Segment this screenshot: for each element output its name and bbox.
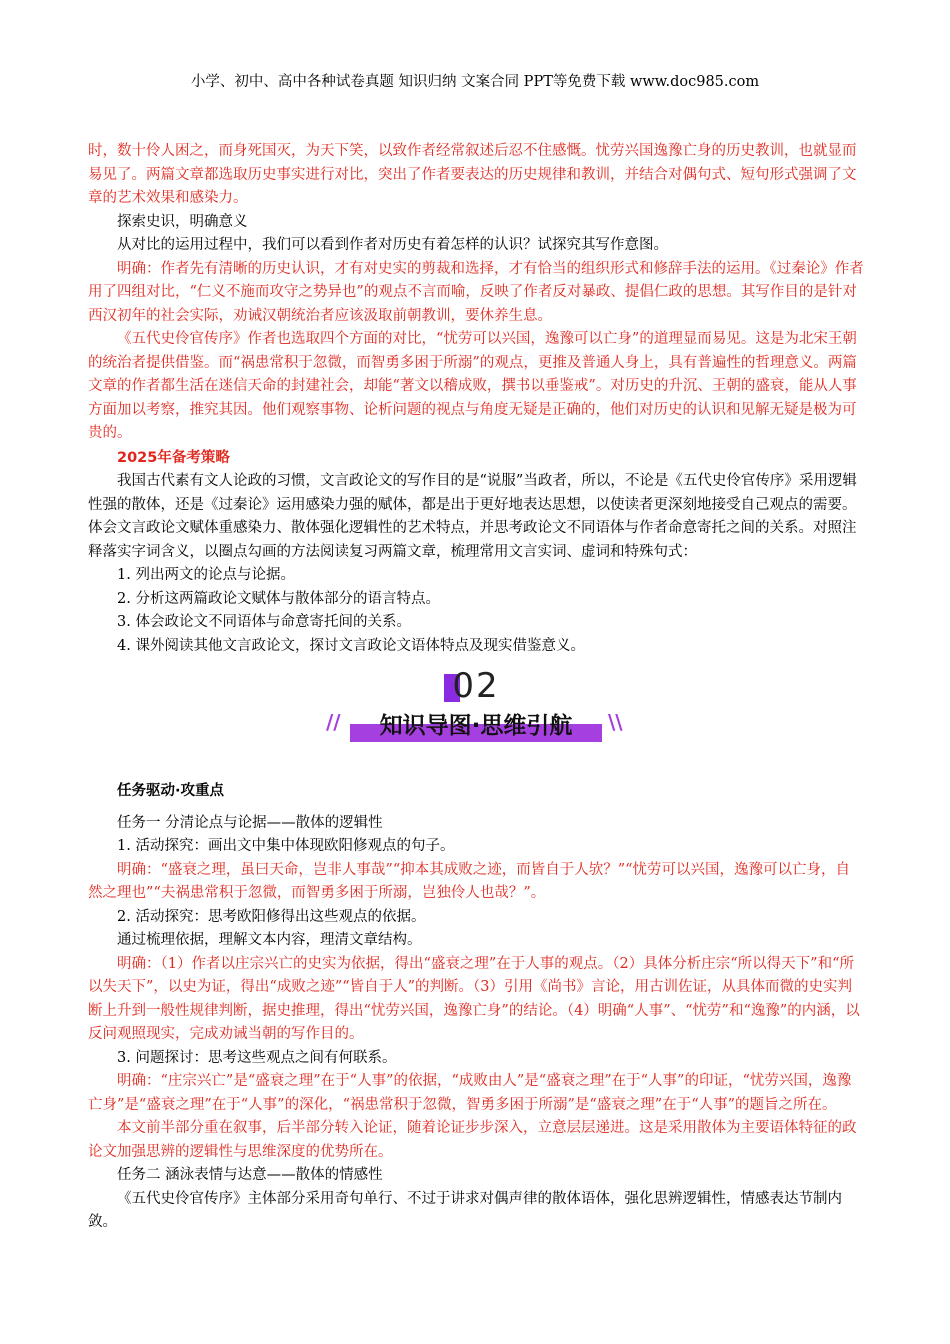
strategy-title: 2025年备考策略 (117, 449, 230, 466)
answer-paragraph-2: 《五代史伶官传序》作者也选取四个方面的对比，“忧劳可以兴国，逸豫可以亡身”的道理显而易见。这是为北宋王朝的统治者提供借鉴。而“祸患常积于忽微，而智勇多困于所溺”的观点，更推及普通人身上，具有普遍性的哲理意义。两篇文章的作者都生活在迷信天命的封建社会，却能“著文以稽成败，撰书以垂鉴戒”。对历史的升沉、王朝的盛衰，能从人事方面加以考察，推究其因。他们观察事物、论析问题的视点与角度无疑是正确的，他们对历史的认识和见解无疑是极为可贵的。 (88, 331, 857, 441)
banner-right-mark: \\ (608, 710, 623, 734)
banner-left-mark: // (326, 710, 341, 734)
task1-question-3: 3. 问题探讨：思考这些观点之间有何联系。 (117, 1049, 397, 1066)
strategy-item-2: 2. 分析这两篇政论文赋体与散体部分的语言特点。 (117, 590, 440, 607)
task2-paragraph-1: 《五代史伶官传序》主体部分采用奇句单行、不过于讲求对偶声律的散体语体，强化思辨逻辑性，情感表达节制内敛。 (88, 1190, 842, 1230)
task1-title: 任务一 分清论点与论据——散体的逻辑性 (117, 814, 383, 831)
section-banner (88, 666, 864, 770)
task1-question-1: 1. 活动探究：画出文中集中体现欧阳修观点的句子。 (117, 838, 455, 854)
document-body (88, 140, 864, 1235)
question-text: 从对比的运用过程中，我们可以看到作者对历史有着怎样的认识？试探究其写作意图。 (117, 237, 668, 253)
strategy-item-1: 1. 列出两文的论点与论据。 (117, 567, 295, 583)
task1-answer-1: 明确：“盛衰之理，虽曰天命，岂非人事哉”“抑本其成败之迹，而皆自于人欤？”“忧劳可以兴国，逸豫可以亡身，自然之理也”“夫祸患常积于忽微，而智勇多困于所溺，岂独伶人也哉？”。 (88, 861, 851, 901)
task1-answer-4: 本文前半部分重在叙事，后半部分转入论证，随着论证步步深入，立意层层递进。这是采用散体为主要语体特征的政论文加强思辨的逻辑性与思维深度的优势所在。 (88, 1120, 857, 1160)
section-heading-explore: 探索史识，明确意义 (117, 213, 248, 230)
banner-title: 知识导图·思维引航 (379, 713, 573, 739)
banner-title-box (350, 710, 602, 742)
strategy-item-3: 3. 体会政论文不同语体与命意寄托间的关系。 (117, 614, 411, 630)
strategy-item-4: 4. 课外阅读其他文言政论文，探讨文言政论文语体特点及现实借鉴意义。 (117, 637, 585, 654)
tasks-heading: 任务驱动·攻重点 (117, 783, 225, 799)
page-header: 小学、初中、高中各种试卷真题 知识归纳 文案合同 PPT等免费下载 www.doc985.com (190, 74, 760, 90)
task2-title: 任务二 涵泳表情与达意——散体的情感性 (117, 1167, 383, 1183)
section-number: 02 (452, 666, 500, 706)
task1-answer-3: 明确：“庄宗兴亡”是“盛衰之理”在于“人事”的依据，“成败由人”是“盛衰之理”在于“人事”的印证，“忧劳兴国，逸豫亡身”是“盛衰之理”在于“人事”的深化，“祸患常积于忽微，智勇多困于所溺”是“盛衰之理”在于“人事”的题旨之所在。 (88, 1073, 852, 1113)
task1-question-2: 2. 活动探究：思考欧阳修得出这些观点的依据。 (117, 908, 426, 925)
paragraph-conclusion: 时，数十伶人困之，而身死国灭，为天下笑，以致作者经常叙述后忍不住感慨。忧劳兴国逸豫亡身的历史教训，也就显而易见了。两篇文章都选取历史事实进行对比，突出了作者要表达的历史规律和教训，并结合对偶句式、短句形式强调了文章的艺术效果和感染力。 (88, 143, 857, 206)
answer-paragraph-1: 明确：作者先有清晰的历史认识，才有对史实的剪裁和选择，才有恰当的组织形式和修辞手法的运用。《过秦论》作者用了四组对比，“仁义不施而攻守之势异也”的观点不言而喻，反映了作者反对暴政、提倡仁政的思想。其写作目的是针对西汉初年的社会实际，劝诫汉朝统治者应该汲取前朝教训，要休养生息。 (88, 260, 864, 324)
task1-question-2b: 通过梳理依据，理解文本内容，理清文章结构。 (117, 932, 422, 948)
task1-answer-2: 明确：（1）作者以庄宗兴亡的史实为依据，得出“盛衰之理”在于人事的观点。（2）具体分析庄宗“所以得天下”和“所以失天下”，以史为证，得出“成败之迹”“皆自于人”的判断。（3）引用《尚书》言论，用古训佐证，从具体而微的史实判断上升到一般性规律判断，据史推理，得出“忧劳兴国，逸豫亡身”的结论。（4）明确“人事”、“忧劳”和“逸豫”的内涵，以反问观照现实，完成劝诫当朝的写作目的。 (88, 955, 860, 1042)
strategy-body: 我国古代素有文人论政的习惯，文言政论文的写作目的是“说服”当政者，所以，不论是《五代史伶官传序》采用逻辑性强的散体，还是《过秦论》运用感染力强的赋体，都是出于更好地表达思想，以使读者更深刻地接受自己观点的需要。体会文言政论文赋体重感染力、散体强化逻辑性的艺术特点，并思考政论文不同语体与作者命意寄托之间的关系。对照注释落实字词含义，以圈点勾画的方法阅读复习两篇文章，梳理常用文言实词、虚词和特殊句式： (88, 473, 857, 560)
